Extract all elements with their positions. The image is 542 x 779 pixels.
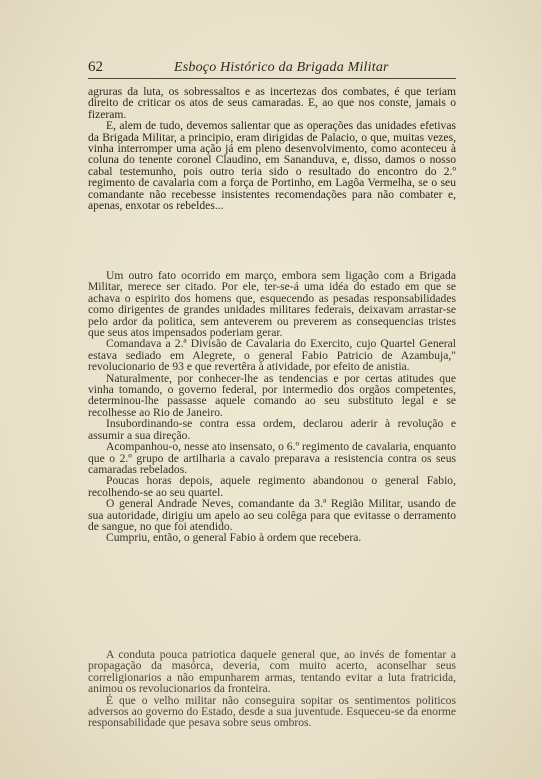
running-title: Esboço Histórico da Brigada Militar [174, 60, 389, 75]
paragraph: Um outro fato ocorrido em março, embora sem ligação com a Brigada Militar, merece ser citado. Por ele, ter-se-á uma idéa do estado em que se achava o espirito dos homens que, esquecendo as pesadas responsabilidades como dirigentes de grandes unidades militares federais, deixavam arrastar-se pelo ardor da politica, sem anteverem ou preverem as consequencias tristes que seus atos impensados poderiam gerar. [88, 269, 456, 340]
paragraph: E, alem de tudo, devemos salientar que as operações das unidades efetivas da Brigada Militar, a principio, eram dirigidas de Palacio, o que, muitas vezes, vinha interromper uma ação já em pleno desenvolvimento, como aconteceu à coluna do tenente coronel Claudino, em Sananduva, e, disso, damos o nosso cabal testemunho, pois outro teria sido o resultado do encontro do 2.º regimento de cavalaria com a força de Portinho, em Lagôa Vermelha, se o seu comandante não recebesse insistentes recomendações para não combater e, apenas, enxotar os rebeldes... [88, 119, 456, 213]
page-header [88, 58, 456, 79]
page-number: 62 [88, 59, 103, 75]
paragraph: É que o velho militar não conseguira sopitar os sentimentos politicos adversos ao governo do Estado, desde a sua juventude. Esqueceu-se da enorme responsabilidade que pesava sobre seus ombros. [88, 693, 456, 730]
paragraph: Insubordinando-se contra essa ordem, declarou aderir à revolução e assumir a sua direção. [88, 417, 456, 442]
text-section-2 [88, 270, 456, 544]
paragraph: A conduta pouca patriotica daquele general que, ao invés de fomentar a propagação da masórca, deveria, com muito acerto, aconselhar seus correligionarios a não empunharem armas, tentando evitar a luta fratricida, animou os revolucionarios da fronteira. [88, 648, 456, 696]
paragraph: O general Andrade Neves, comandante da 3.ª Região Militar, usando de sua autoridade, dirigiu um apelo ao seu colêga para que evitasse o derramento de sangue, no que foi atendido. [88, 497, 456, 533]
paragraph: Comandava a 2.ª Divisão de Cavalaria do Exercito, cujo Quartel General estava sediado em Alegrete, o general Fabio Patricio de Azambuja," revolucionario de 93 e que revertêra à atividade, por efeito de anistia. [88, 337, 456, 374]
text-section-3 [88, 649, 456, 729]
paragraph: Cumpriu, então, o general Fabio à ordem que recebera. [106, 531, 362, 545]
paragraph: Naturalmente, por conhecer-lhe as tendencias e por certas atitudes que vinha tomando, o governo federal, por intermedio dos orgãos competentes, determinou-lhe passasse aquele comando ao seu substituto legal e se recolhesse ao Rio de Janeiro. [88, 371, 456, 419]
text-section-1 [88, 86, 456, 211]
paragraph: Acompanhou-o, nesse ato insensato, o 6.º regimento de cavalaria, enquanto que o 2.º grupo de artilharia a cavalo preparava a resistencia contra os seus camaradas rebelados. [88, 440, 456, 476]
paragraph: Poucas horas depois, aquele regimento abandonou o general Fabio, recolhendo-se ao seu quartel. [88, 474, 456, 499]
paragraph: agruras da luta, os sobressaltos e as incertezas dos combates, é que teriam direito de criticar os atos de seus camaradas. E, ao que nos conste, jamais o fizeram. [88, 85, 456, 121]
